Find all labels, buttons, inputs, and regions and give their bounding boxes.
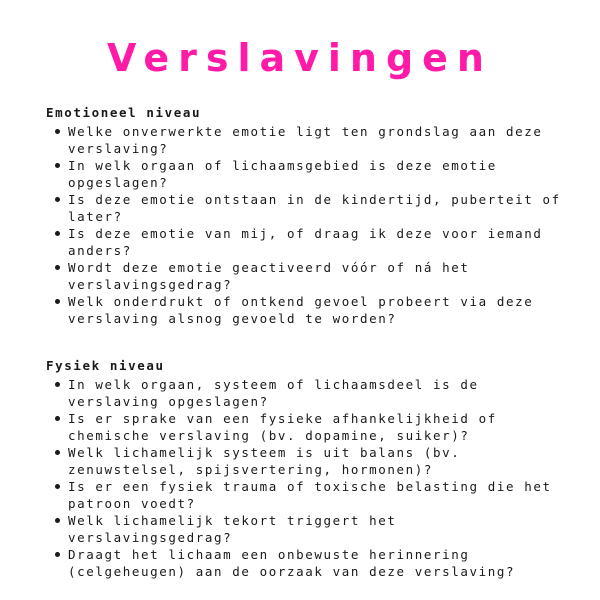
list-item (46, 376, 568, 410)
list-item-text: In welk orgaan of lichaamsgebied is deze emotie opgeslagen? (68, 158, 497, 190)
section-fysiek (46, 357, 586, 580)
list-item (46, 546, 568, 580)
question-list (46, 123, 586, 327)
page-title: Verslavingen (106, 36, 493, 80)
list-item (46, 410, 568, 444)
list-item-text: Welke onverwerkte emotie ligt ten grondslag aan deze verslaving? (68, 124, 543, 156)
section-heading: Fysiek niveau (46, 358, 165, 373)
list-item (46, 259, 568, 293)
bullet-icon (55, 163, 60, 168)
list-item (46, 157, 568, 191)
list-item-text: Is deze emotie van mij, of draag ik deze voor iemand anders? (68, 226, 543, 258)
bullet-icon (55, 416, 60, 421)
list-item-text: Welk onderdrukt of ontkend gevoel probeert via deze verslaving alsnog gevoeld te worden? (68, 294, 534, 326)
list-item (46, 225, 568, 259)
list-item (46, 512, 568, 546)
bullet-icon (55, 299, 60, 304)
bullet-icon (55, 129, 60, 134)
question-list (46, 376, 586, 580)
bullet-icon (55, 484, 60, 489)
list-item (46, 444, 568, 478)
bullet-icon (55, 197, 60, 202)
list-item-text: Is deze emotie ontstaan in de kindertijd, puberteit of later? (68, 192, 561, 224)
list-item (46, 293, 568, 327)
section-heading: Emotioneel niveau (46, 105, 202, 120)
list-item-text: Welk lichamelijk tekort triggert het verslavingsgedrag? (68, 513, 397, 545)
list-item (46, 191, 568, 225)
bullet-icon (55, 231, 60, 236)
list-item-text: Is er een fysiek trauma of toxische belasting die het patroon voedt? (68, 479, 552, 511)
bullet-icon (55, 518, 60, 523)
list-item (46, 123, 568, 157)
bullet-icon (55, 382, 60, 387)
bullet-icon (55, 265, 60, 270)
section-emotioneel (46, 104, 586, 327)
bullet-icon (55, 450, 60, 455)
list-item-text: Draagt het lichaam een onbewuste herinnering (celgeheugen) aan de oorzaak van deze verslaving? (68, 547, 516, 579)
list-item (46, 478, 568, 512)
list-item-text: Welk lichamelijk systeem is uit balans (bv. zenuwstelsel, spijsvertering, hormonen)? (68, 445, 461, 477)
list-item-text: In welk orgaan, systeem of lichaamsdeel is de verslaving opgeslagen? (68, 377, 479, 409)
list-item-text: Is er sprake van een fysieke afhankelijkheid of chemische verslaving (bv. dopamine, suiker)? (68, 411, 497, 443)
bullet-icon (55, 552, 60, 557)
list-item-text: Wordt deze emotie geactiveerd vóór of ná het verslavingsgedrag? (68, 260, 470, 292)
